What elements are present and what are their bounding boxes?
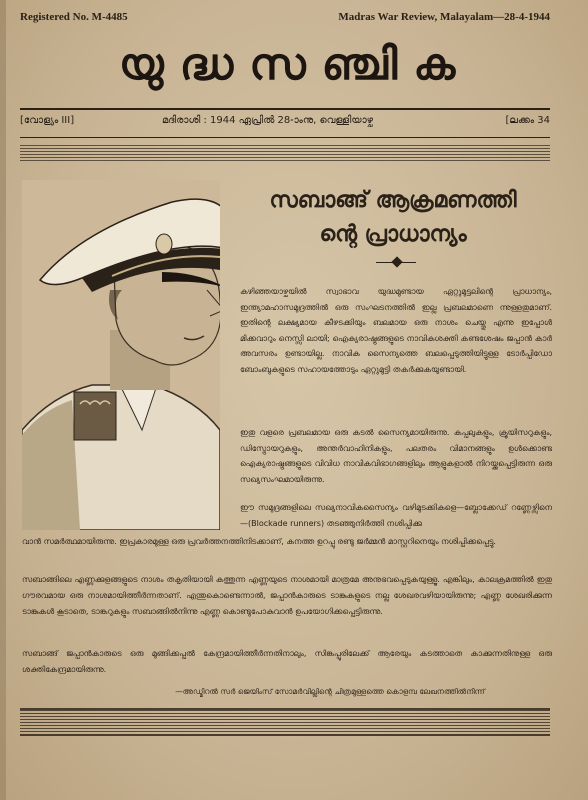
issue-date: മദിരാശി : 1944 ഏപ്രിൽ 28-ാംനു, വെള്ളിയാഴ്ച (162, 115, 374, 126)
article-paragraph-3: ഈ സമുദ്രങ്ങളിലെ സഖ്യനാവികസൈന്യം വഴിമുടക്കികളെ—ബ്ലോക്കേഡ് റണ്ണേഴ്സിനെ—(Blockade runners) തടഞ്ഞുനിർത്തി നശിപ്പിക്കു (240, 503, 552, 528)
volume-label: [വോള്യം III] (20, 115, 75, 126)
publication-source: Madras War Review, Malayalam—28-4-1944 (338, 11, 550, 23)
registration-number: Registered No. M-4485 (20, 11, 128, 23)
article-paragraph-4: വാൻ സമർത്ഥമായിരുന്നു. ഇപ്രകാരമുള്ള ഒരു പ്രവർത്തനത്തിനിടക്കാണ്, കനത്ത ഉറപ്പു രണ്ടു ജർമ്മൻ മാസ്റ്ററിനെയും നശിപ്പിക്കപ്പെട്ടു. (22, 537, 496, 546)
masthead-title: യുദ്ധസഞ്ചിക (118, 39, 472, 90)
article-paragraph-6: സബാങ്ങ് ജപ്പാൻകാരുടെ ഒരു മുങ്ങിക്കപ്പൽ കേന്ദ്രമായിത്തീർന്നതിനാലും, സിങ്കപ്പൂരിലേക്ക് ആരേയും കടത്താതെ കാക്കുന്നതിനുള്ള ഒരു ശക്തികേന്ദ്രമായിരുന്നു. (22, 649, 552, 674)
issue-info-row (20, 115, 550, 133)
article-source-credit: —അഡ്മിറൽ സർ ജെയിംസ് സോമർവില്ലിന്റെ ചിത്രമുള്ളത്തെ കൊളമ്പ ലേഖനത്തിൽനിന്ന് (175, 687, 485, 696)
decorative-band-top (20, 145, 550, 161)
article-paragraph-5: സബാങ്ങിലെ എണ്ണക്കുളങ്ങളുടെ നാശം തകൃതിയായി കത്തുന്ന എണ്ണയുടെ നാശമായി മാത്രമേ അനുഭവപ്പെടുകയുള്ളൂ. എങ്കിലും, കാലക്രമത്തിൽ ഇതു ഗൗരവമായ ഒരു നാശമായിത്തീർന്നതാണ്. എന്തുകൊണ്ടെന്നാൽ, ജപ്പാൻകാരുടെ ടാങ്കുകളുടെ നല്ല ശേഖരവഴിയായിരുന്നു; എണ്ണ ശേഖരിക്കുന്ന ടാങ്കുകൾ കൂടാതെ, ടാങ്കറുകളും സബാങ്ങിൽനിന്നു എണ്ണ കൊണ്ടുപോകുവാൻ ഉപയോഗിക്കപ്പെട്ടിരുന്നു. (22, 575, 552, 616)
article-title-line-2: ന്റെ പ്രാധാന്യം (319, 222, 467, 247)
page-edge-shadow (0, 0, 6, 800)
header-rule-top (20, 108, 550, 110)
article-title (236, 184, 550, 252)
header-rule-bottom (20, 137, 550, 138)
admiral-portrait (22, 180, 220, 530)
issue-number: [ലക്കം 34 (505, 115, 550, 126)
article-title-line-1: സബാങ്ങ് ആക്രമണത്തി (269, 188, 517, 213)
decorative-band-bottom (20, 708, 550, 736)
article-paragraph-2: ഇതു വളരെ പ്രബലമായ ഒരു കടൽ സൈന്യമായിരുന്നു. കപ്പലുകളും, ക്രൂയിസറുകളും, ഡിസ്ട്രോയറുകളും, അന്തർവാഹിനികളും, പലതരം വിമാനങ്ങളും ഉൾക്കൊണ്ട ഐക്യരാഷ്ട്രങ്ങളുടെ വിവിധ നാവികവിഭാഗങ്ങളിലും ആളുകളാൽ നിറയ്ക്കപ്പെട്ടിരുന്ന ഒരു സഖ്യസംഘമായിരുന്നു. (240, 428, 552, 484)
article-paragraph-1: കഴിഞ്ഞയാഴ്ചയിൽ സ്വാഭാവ യുദ്ധമുണ്ടായ ഏറ്റുമുട്ടലിന്റെ പ്രാധാന്യം, ഇന്ത്യാമഹാസമുദ്രത്തിൽ ഒരു സംഘടനത്തിൽ ഇല്ല പ്രബലമാണെ ന്നുള്ളതുമാണ്. ഇതിന്റെ ലക്ഷ്യമായ കീഴടക്കിയും ബലമായ ഒരു നാശം ചെയ്തു എന്നു ഇപ്പോൾ മിക്കവാറും നെസ്സി ലായി; ഐക്യരാഷ്ട്രങ്ങളുടെ നാവികശക്തി കണ്ടശേഷം ജപ്പാൻ കാർ അവസരം ഉണ്ടായില്ല. നാവിക സൈന്യത്തെ ബലപ്പെടുത്തിയിട്ടുള്ള ടോർപ്പിഡോ ബോംബുകളുടെ സഹായത്തോടും ഏറ്റുമുട്ടി തകർക്കുകയുണ്ടായി. (240, 287, 552, 374)
